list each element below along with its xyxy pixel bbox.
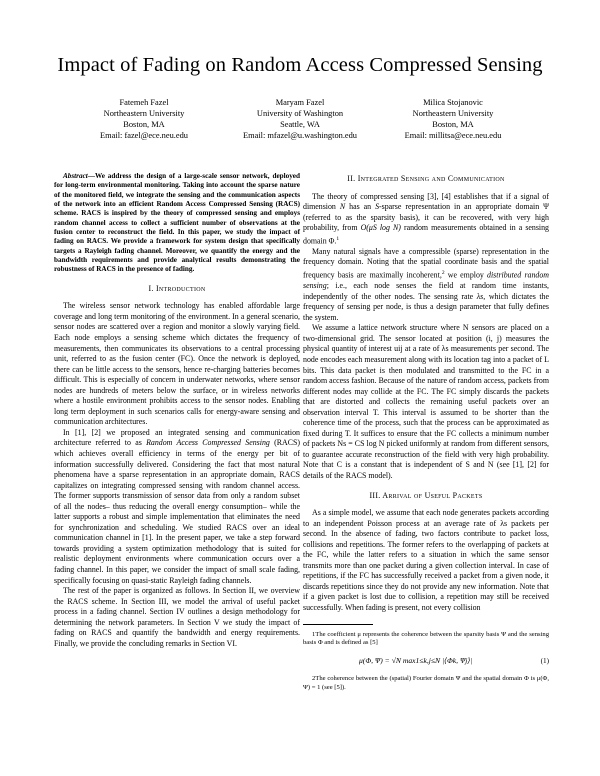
paragraph: In [1], [2] we proposed an integrated sensing and communication architecture referred to as Random Access Compressed Sensing (RACS) which achieves overall efficiency in terms of the energy per bit of information successfully delivered. Considering the fact that most natural phenomena have a sparse representation in an appropriate domain, RACS capitalizes on integrating compressed sensing with random channel access. The former supports transmission of sensor data from only a random subset of all the nodes– thus reducing the overall energy consumption– while the latter supports a robust and simple implementation that eliminates the need for synchronization and scheduling. We studied RACS over an ideal communication channel in [1]. In the present paper, we take a step forward towards providing a system optimization methodology that is suited for realistic deployment environments where communication occurs over a fading channel. In this paper, we consider the impact of small scale fading, specifically focusing on quasi-static Rayleigh fading channels. bbox=[54, 427, 301, 585]
author-location: Boston, MA bbox=[123, 120, 165, 129]
footnotes bbox=[303, 631, 549, 693]
author-affiliation: University of Washington bbox=[256, 109, 344, 118]
paragraph: As a simple model, we assume that each node generates packets according to an independent Poisson process at an average rate of λs packets per second. In the absence of fading, two factors contribute to packet loss, collisions and repetitions. The former refers to the overlapping of packets at the FC, while the latter refers to a situation in which the same sensor transmits more than one packet during a given collection interval. In case of repetitions, if the FC has successfully received a packet from a given node, it discards repetitions since they do not provide any new information. Note that if a given packet is lost due to collision, a repetition may still be received successfully. When fading is present, not every collision bbox=[303, 508, 549, 613]
author-affiliation: Northeastern University bbox=[103, 109, 185, 118]
author-name: Fatemeh Fazel bbox=[119, 98, 169, 107]
author-affiliation: Northeastern University bbox=[412, 109, 494, 118]
left-column bbox=[54, 172, 300, 649]
author-name: Milica Stojanovic bbox=[423, 98, 483, 107]
footnote-1: 1The coefficient μ represents the coherence between the sparsity basis Ψ and the sensing basis Φ and is defined as [5] bbox=[303, 630, 549, 647]
section-heading: I. Introduction bbox=[148, 283, 206, 293]
footnote-rule bbox=[303, 624, 373, 625]
author-location: Boston, MA bbox=[432, 120, 474, 129]
author-email: Email: mfazel@u.washington.edu bbox=[243, 131, 357, 140]
paragraph: We assume a lattice network structure where N sensors are placed on a two-dimensional grid. The sensor located at position (i, j) measures the physical quantity of interest uij at a rate of λs measurements per second. The node encodes each measurement along with its location tag into a packet of L bits. This data packet is then modulated and transmitted to the FC in a random access fashion. Because of the nature of random access, packets from different nodes may collide at the FC. The FC simply discards the packets that are distorted and collects the remaining useful packets over an observation interval T. This interval is assumed to be shorter than the coherence time of the process, such that the process can be approximated as fixed during T. It suffices to ensure that the FC collects a minimum number of packets Ns = CS log N picked uniformly at random from different sensors, to guarantee accurate reconstruction of the field with very high probability. Note that C is a constant that is independent of S and N (see [1], [2] for details of the RACS model). bbox=[303, 323, 549, 481]
section-heading: III. Arrival of Useful Packets bbox=[369, 490, 483, 500]
paragraph: The theory of compressed sensing [3], [4] establishes that if a signal of dimension N has an S-sparse representation in an appropriate domain Ψ (referred to as the sparsity basis), it can be recovered, with very high probability, from O(μS log N) random measurements obtained in a sensing domain Φ.$^1$ bbox=[303, 191, 550, 246]
paragraph: The rest of the paper is organized as follows. In Section II, we overview the RACS scheme. In Section III, we model the arrival of useful packet process in a fading channel. Section IV outlines a design methodology for determining the network parameters. In Section V we study the impact of fading on RACS and quantify the bandwidth and energy requirements. Finally, we provide the concluding remarks in Section VI. bbox=[54, 586, 300, 648]
footnote-2: 2The coherence between the (spatial) Fourier domain Ψ and the spatial domain Φ is μ(Φ, Ψ) = 1 (see [5]). bbox=[303, 675, 549, 691]
abstract bbox=[54, 172, 300, 275]
author-email: Email: fazel@ece.neu.edu bbox=[100, 131, 188, 140]
paper-title: Impact of Fading on Random Access Compressed Sensing bbox=[57, 54, 543, 76]
author-1 bbox=[54, 97, 234, 141]
abstract-label: Abstract bbox=[63, 172, 88, 180]
author-name: Maryam Fazel bbox=[275, 98, 325, 107]
author-email: Email: millitsa@ece.neu.edu bbox=[404, 131, 502, 140]
author-3 bbox=[363, 97, 543, 141]
equation-1: μ(Φ, Ψ) = √N max1≤k,j≤N |⟨Φk, Ψj⟩| (1) bbox=[359, 655, 549, 665]
paragraph: Many natural signals have a compressible (sparse) representation in the frequency domain. Noting that the spatial coordinate basis and the spatial frequency basis are maximally incoherent,$^2$ we employ distributed random sensing; i.e., each node senses the field at random time instants, independently of the other nodes. The sensing rate λs, which dictates the frequency of sensing per node, is thus a design parameter that fully defines the system. bbox=[303, 246, 549, 322]
section-heading: II. Integrated Sensing and Communication bbox=[347, 174, 505, 183]
author-location: Seattle, WA bbox=[280, 120, 320, 129]
right-column bbox=[303, 174, 549, 693]
paragraph: The wireless sensor network technology has enabled affordable large coverage and long term monitoring of the environment. In a general scenario, sensor nodes are scattered over a region and monitor a slowly varying field. Each node employs a sensing scheme which dictates the frequency of measurements, then communicates its observations to a central processing unit, referred to as the fusion center (FC). Once the network is deployed, there can be little access to the sensors, hence re-charging batteries becomes difficult. This is especially of concern in underwater networks, where sensor nodes are hundreds of meters below the surface, or in wireless networks where a hostile environment prohibits access to the sensor nodes. Enabling long term deployment in such scenarios calls for energy-aware sensing and communication architectures. bbox=[54, 301, 300, 427]
abstract-text: —We address the design of a large-scale sensor network, deployed for long-term environmental monitoring. Taking into account the sparse nature of the monitored field, we integrate the sensing and the communication aspects of the network into an efficient Random Access Compressed Sensing (RACS) scheme. RACS is inspired by the theory of compressed sensing and employs random channel access to collect a sufficient number of observations at the fusion center to reconstruct the field. In this paper, we study the impact of fading on RACS. We provide a framework for system design that specifically targets a Rayleigh fading channel. Moreover, we quantify the energy and the bandwidth requirements and provide analytical results demonstrating the robustness of RACS in the presence of fading. bbox=[54, 172, 300, 274]
